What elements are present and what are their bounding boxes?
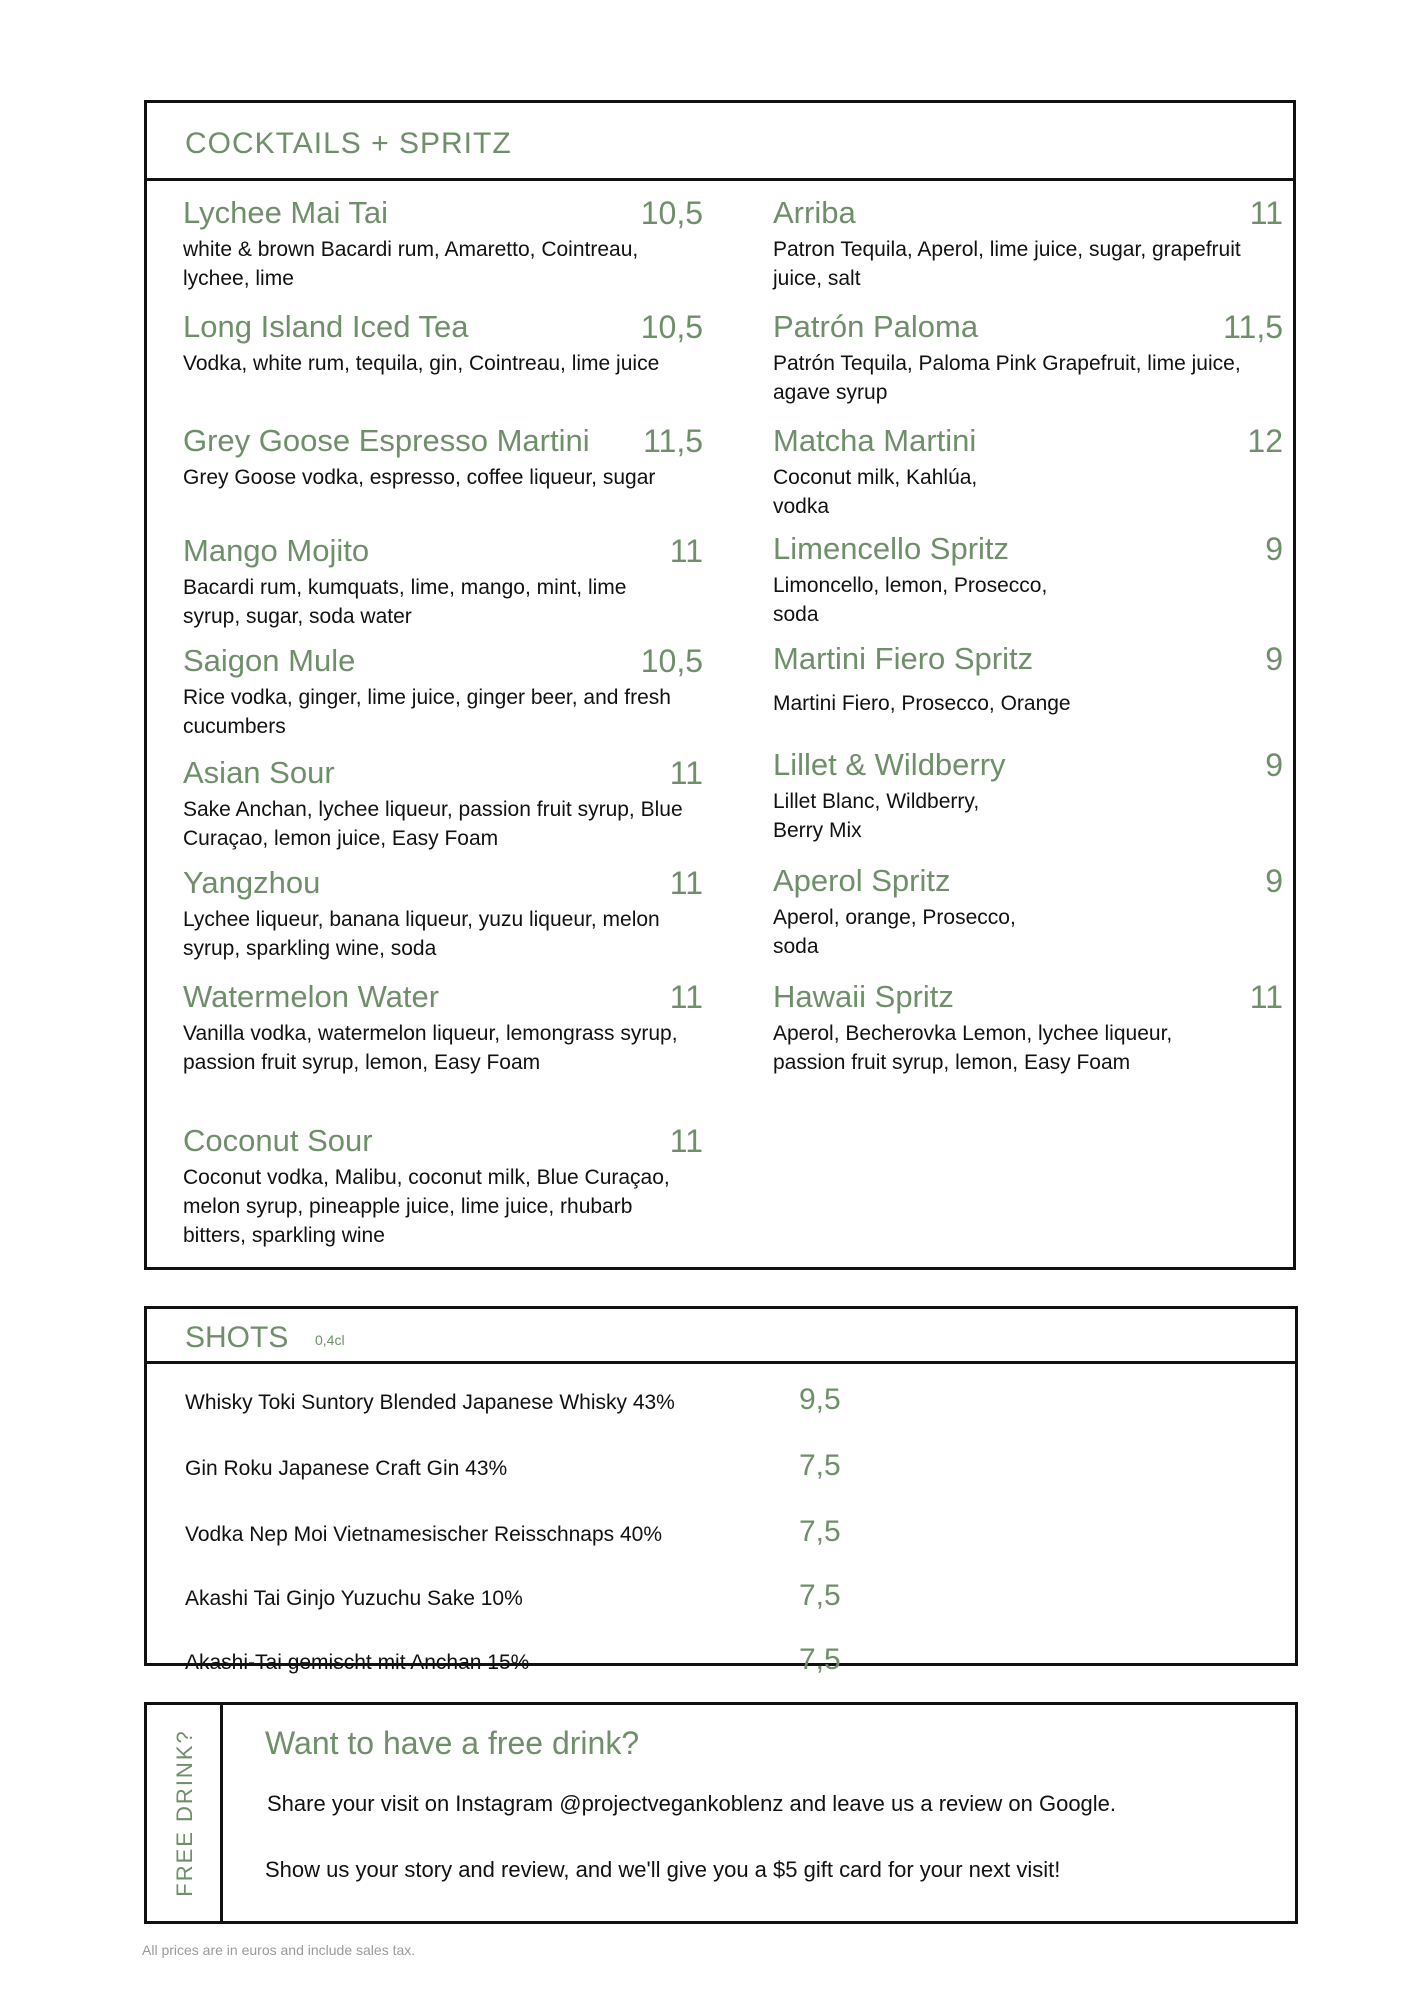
shot-name: Whisky Toki Suntory Blended Japanese Whisky 43% (185, 1391, 675, 1414)
free-drink-offer: Show us your story and review, and we'll give you a $5 gift card for your next visit! (265, 1857, 1061, 1882)
free-drink-instructions: Share your visit on Instagram @projectvegankoblenz and leave us a review on Google. (267, 1791, 1117, 1816)
item-name: Patrón Paloma (773, 309, 979, 344)
footer-note: All prices are in euros and include sales tax. (142, 1942, 416, 1958)
item-description: Lychee liqueur, banana liqueur, yuzu liqueur, melon syrup, sparkling wine, soda (183, 908, 660, 960)
item-price: 12 (1247, 423, 1283, 459)
item-name: Coconut Sour (183, 1123, 373, 1158)
item-price: 11 (669, 1123, 703, 1159)
item-description: Vodka, white rum, tequila, gin, Cointreau, lime juice (183, 352, 660, 375)
item-price: 11 (669, 979, 703, 1015)
item-description: Limoncello, lemon, Prosecco, soda (773, 574, 1048, 626)
shots-section (144, 1306, 1298, 1676)
item-name: Grey Goose Espresso Martini (183, 423, 590, 458)
item-price: 11 (669, 865, 703, 901)
item-description: Sake Anchan, lychee liqueur, passion fruit syrup, Blue Curaçao, lemon juice, Easy Foam (183, 798, 683, 850)
shots-size: 0,4cl (315, 1332, 345, 1348)
shots-header (147, 1309, 1295, 1364)
item-description: Lillet Blanc, Wildberry, Berry Mix (773, 790, 980, 842)
item-name: Lillet & Wildberry (773, 747, 1006, 782)
shot-name: Akashi Tai Ginjo Yuzuchu Sake 10% (185, 1587, 523, 1610)
item-name: Long Island Iced Tea (183, 309, 469, 344)
item-name: Lychee Mai Tai (183, 195, 389, 230)
item-price: 11 (669, 755, 703, 791)
shot-price: 7,5 (799, 1449, 841, 1482)
item-price: 9 (1265, 747, 1283, 783)
item-name: Mango Mojito (183, 533, 370, 568)
item-name: Saigon Mule (183, 643, 356, 678)
item-price: 11,5 (643, 423, 703, 459)
item-price: 9 (1265, 641, 1283, 677)
shot-price: 9,5 (799, 1383, 841, 1416)
item-price: 9 (1265, 863, 1283, 899)
shot-item (185, 1383, 1185, 1423)
item-name: Yangzhou (183, 865, 321, 900)
free-drink-side-label: FREE DRINK? (172, 1729, 197, 1897)
shot-item (185, 1643, 1185, 1683)
item-price: 11 (669, 533, 703, 569)
item-price: 11 (1249, 979, 1283, 1015)
item-name: Hawaii Spritz (773, 979, 954, 1014)
item-description: Rice vodka, ginger, lime juice, ginger beer, and fresh cucumbers (183, 686, 671, 738)
shot-name: Vodka Nep Moi Vietnamesischer Reisschnaps 40% (185, 1523, 663, 1546)
free-drink-section (144, 1702, 1298, 1924)
item-price: 11 (1249, 195, 1283, 231)
item-name: Asian Sour (183, 755, 335, 790)
item-price: 9 (1265, 531, 1283, 567)
item-description: Patron Tequila, Aperol, lime juice, sugar, grapefruit juice, salt (773, 238, 1241, 290)
item-name: Matcha Martini (773, 423, 977, 458)
item-description: Patrón Tequila, Paloma Pink Grapefruit, lime juice, agave syrup (773, 352, 1241, 404)
free-drink-side-panel (147, 1705, 223, 1921)
shot-item (185, 1579, 1185, 1619)
item-description: Martini Fiero, Prosecco, Orange (773, 692, 1071, 715)
cocktails-title: COCKTAILS + SPRITZ (185, 127, 512, 160)
item-name: Arriba (773, 195, 856, 230)
shot-price: 7,5 (799, 1515, 841, 1548)
shot-name: Gin Roku Japanese Craft Gin 43% (185, 1457, 508, 1480)
item-price: 11,5 (1223, 309, 1283, 345)
item-name: Aperol Spritz (773, 863, 951, 898)
item-name: Martini Fiero Spritz (773, 641, 1034, 676)
shots-title: SHOTS (185, 1321, 289, 1354)
item-price: 10,5 (640, 643, 703, 679)
item-description: Vanilla vodka, watermelon liqueur, lemongrass syrup, passion fruit syrup, lemon, Easy Foam (183, 1022, 678, 1074)
shot-price: 7,5 (799, 1579, 841, 1612)
item-description: Bacardi rum, kumquats, lime, mango, mint, lime syrup, sugar, soda water (183, 576, 627, 628)
item-description: Coconut milk, Kahlúa, vodka (773, 466, 978, 518)
shot-name: Akashi-Tai gemischt mit Anchan 15% (185, 1651, 530, 1674)
item-description: Coconut vodka, Malibu, coconut milk, Blue Curaçao, melon syrup, pineapple juice, lime juice, rhubarb bitters, sparkling wine (183, 1166, 670, 1247)
item-price: 10,5 (640, 195, 703, 231)
shot-item (185, 1515, 1185, 1555)
item-description: Grey Goose vodka, espresso, coffee liqueur, sugar (183, 466, 656, 489)
item-name: Limencello Spritz (773, 531, 1010, 566)
item-name: Watermelon Water (183, 979, 440, 1014)
item-description: white & brown Bacardi rum, Amaretto, Cointreau, lychee, lime (183, 238, 639, 290)
item-price: 10,5 (640, 309, 703, 345)
item-description: Aperol, orange, Prosecco, soda (773, 906, 1016, 958)
free-drink-headline: Want to have a free drink? (265, 1725, 640, 1761)
shot-item (185, 1449, 1185, 1489)
item-description: Aperol, Becherovka Lemon, lychee liqueur, passion fruit syrup, lemon, Easy Foam (773, 1022, 1173, 1074)
cocktails-header (147, 103, 1293, 181)
shot-price: 7,5 (799, 1643, 841, 1676)
cocktails-section (144, 100, 1296, 1270)
